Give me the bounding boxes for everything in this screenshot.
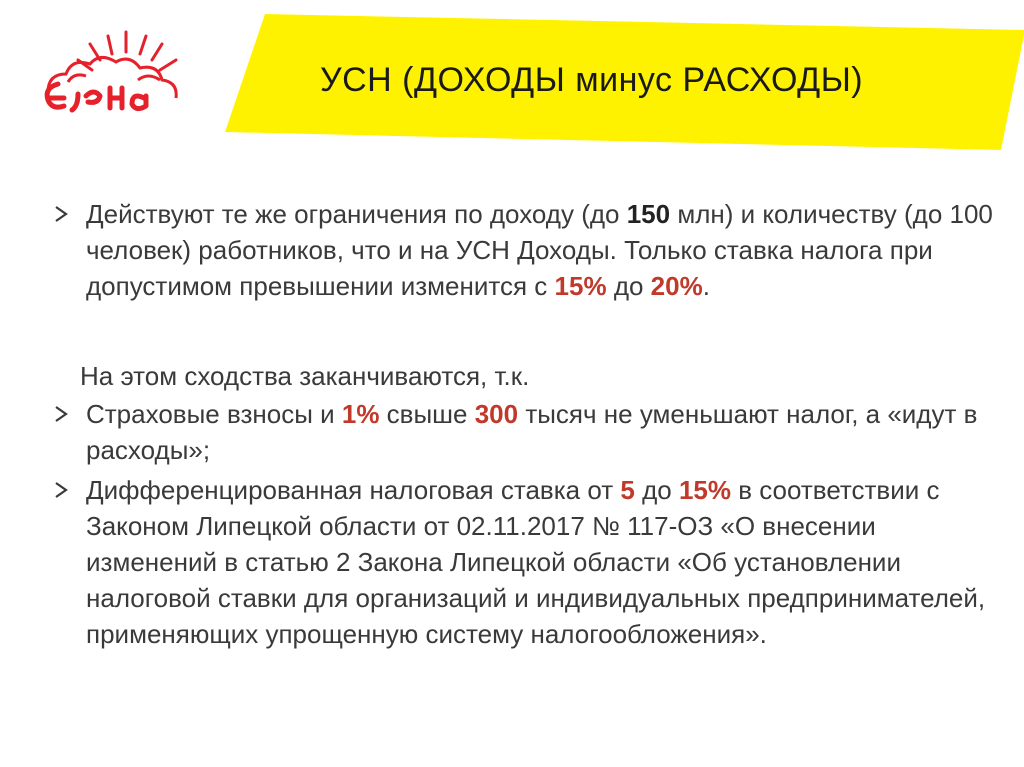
title-banner — [225, 14, 1024, 150]
bullet-text: тысяч не уменьшают налог, а «идут в расходы»; — [86, 399, 978, 465]
bullet-text: Действуют те же ограничения по доходу (до — [86, 199, 627, 229]
bullet-text: Дифференцированная налоговая ставка от — [86, 475, 621, 505]
bullet-item — [48, 472, 1008, 652]
bullet-text: в соответствии с Законом Липецкой области от 02.11.2017 № 117-ОЗ «О внесении изменений в статью 2 Закона Липецкой области «Об установлении налоговой ставки для организаций и индивидуальных предпринимателей, применяющих упрощенную систему налогообложения». — [86, 475, 986, 649]
content — [48, 196, 1008, 652]
highlight-value: 15% — [554, 271, 607, 301]
bullet-text: свыше — [379, 399, 475, 429]
bullet-text: . — [702, 271, 710, 301]
highlight-value: 1% — [341, 399, 380, 429]
arrow-bullet-icon — [50, 196, 74, 232]
logo — [28, 22, 198, 122]
bullet-item — [48, 196, 1008, 304]
highlight-value: 150 — [626, 199, 671, 229]
bullet-text: Страховые взносы и — [86, 399, 342, 429]
bullet-text: до — [606, 271, 651, 301]
bullet-text: млн) и количеству (до 100 человек) работников, что и на УСН Доходы. Только ставка налога при допустимом превышении изменится с — [86, 199, 993, 301]
note-text: На этом сходства заканчиваются, т.к. — [80, 361, 530, 391]
highlight-value: 15% — [678, 475, 731, 505]
bullet-text: до — [634, 475, 679, 505]
arrow-bullet-icon — [50, 396, 74, 432]
highlight-value: 5 — [620, 475, 635, 505]
bullet-item — [48, 396, 1008, 468]
highlight-value: 300 — [474, 399, 519, 429]
sun-logo-icon — [28, 22, 198, 122]
arrow-bullet-icon — [50, 472, 74, 508]
highlight-value: 20% — [650, 271, 703, 301]
page-title: УСН (ДОХОДЫ минус РАСХОДЫ) — [320, 61, 864, 99]
